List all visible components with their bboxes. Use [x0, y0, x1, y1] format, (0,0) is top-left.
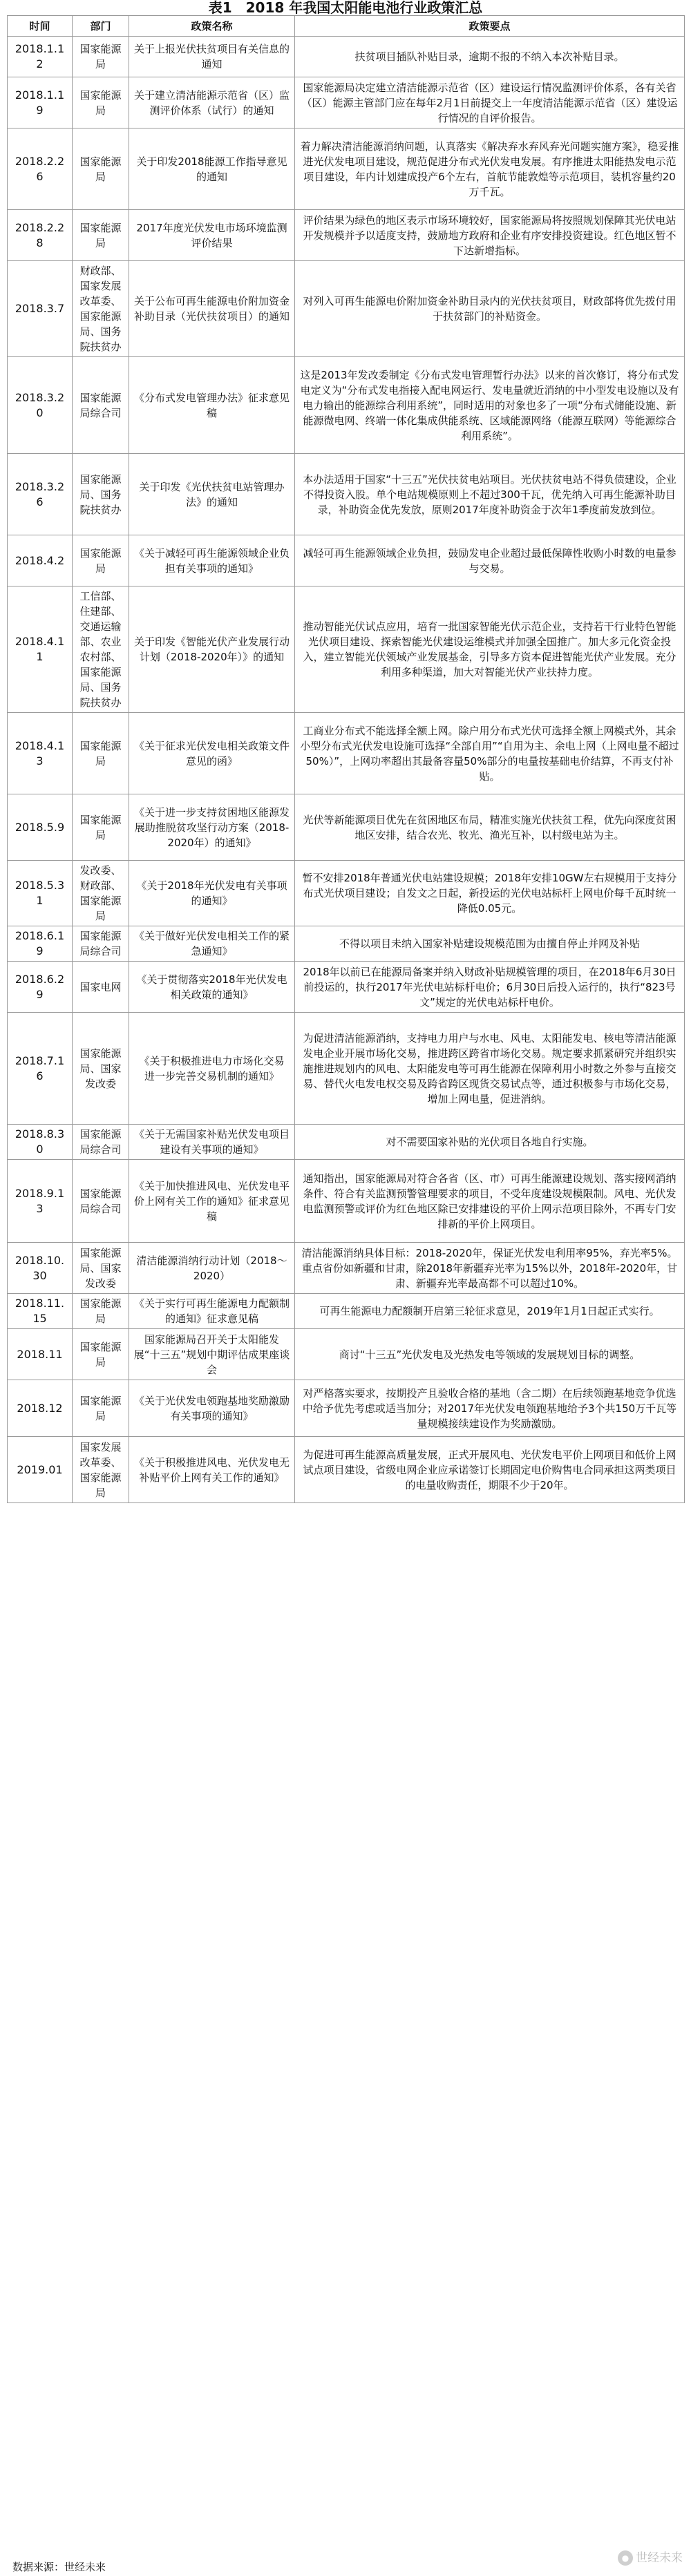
cell-time: 2018.3.26 — [8, 454, 73, 535]
header-time: 时间 — [8, 16, 73, 37]
cell-policy: 《关于贯彻落实2018年光伏发电相关政策的通知》 — [129, 962, 295, 1013]
table-row — [8, 128, 685, 210]
cell-dept: 工信部、住建部、交通运输部、农业农村部、国家能源局、国务院扶贫办 — [73, 586, 129, 713]
cell-dept: 国家能源局 — [73, 535, 129, 586]
cell-points: 对严格落实要求，按期投产且验收合格的基地（含二期）在后续领跑基地竞争优选中给予优先考虑或适当加分；对2017年光伏发电领跑基地给予3个共150万千瓦等量规模接续建设作为奖励激励。 — [295, 1380, 685, 1437]
cell-time: 2018.6.29 — [8, 962, 73, 1013]
table-row — [8, 261, 685, 357]
cell-points: 为促进清洁能源消纳，支持电力用户与水电、风电、太阳能发电、核电等清洁能源发电企业开展市场化交易，推进跨区跨省市场化交易。规定要求抓紧研究并组织实施推进规划内的风电、太阳能发电等可再生能源在保障利用小时数之外参与直接交易、替代火电发电权交易及跨省跨区现货交易试点等，通过积极参与市场化交易，增加上网电量，促进消纳。 — [295, 1013, 685, 1125]
cell-points: 通知指出，国家能源局对符合各省（区、市）可再生能源建设规划、落实接网消纳条件、符合有关监测预警管理要求的项目，不受年度建设规模限制。风电、光伏发电监测预警或评价为红色地区除已安排建设的平价上网示范项目除外，不再专门安排新的平价上网项目。 — [295, 1160, 685, 1243]
cell-time: 2018.10.30 — [8, 1243, 73, 1294]
policy-table — [7, 15, 685, 1503]
cell-points: 对列入可再生能源电价附加资金补助目录内的光伏扶贫项目，财政部将优先拨付用于扶贫部门的补贴资金。 — [295, 261, 685, 357]
cell-dept: 国家能源局 — [73, 713, 129, 794]
header-dept: 部门 — [73, 16, 129, 37]
cell-policy: 关于公布可再生能源电价附加资金补助目录（光伏扶贫项目）的通知 — [129, 261, 295, 357]
cell-dept: 国家能源局综合司 — [73, 1160, 129, 1243]
table-row — [8, 210, 685, 261]
cell-dept: 国家能源局综合司 — [73, 357, 129, 454]
cell-dept: 国家能源局综合司 — [73, 926, 129, 962]
cell-dept: 国家能源局 — [73, 1329, 129, 1380]
cell-dept: 国家能源局 — [73, 37, 129, 77]
cell-policy: 《关于无需国家补贴光伏发电项目建设有关事项的通知》 — [129, 1125, 295, 1160]
cell-dept: 财政部、国家发展改革委、国家能源局、国务院扶贫办 — [73, 261, 129, 357]
table-row — [8, 77, 685, 128]
cell-time: 2018.5.9 — [8, 794, 73, 861]
cell-policy: 关于建立清洁能源示范省（区）监测评价体系（试行）的通知 — [129, 77, 295, 128]
watermark — [618, 2550, 683, 2566]
table-row — [8, 1380, 685, 1437]
cell-time: 2018.11.15 — [8, 1294, 73, 1329]
cell-time: 2018.11 — [8, 1329, 73, 1380]
table-row — [8, 794, 685, 861]
cell-time: 2018.6.19 — [8, 926, 73, 962]
cell-policy: 关于上报光伏扶贫项目有关信息的通知 — [129, 37, 295, 77]
cell-points: 扶贫项目插队补贴目录，逾期不报的不纳入本次补贴目录。 — [295, 37, 685, 77]
cell-policy: 《关于积极推进风电、光伏发电无补贴平价上网有关工作的通知》 — [129, 1437, 295, 1503]
cell-time: 2018.9.13 — [8, 1160, 73, 1243]
table-row — [8, 535, 685, 586]
cell-points: 推动智能光伏试点应用，培育一批国家智能光伏示范企业，支持若干行业特色智能光伏项目建设、探索智能光伏建设运维模式并加强全国推广。加大多元化资金投入，建立智能光伏领域产业发展基金，引导多方资本促进智能光伏产业发展。充分利用多种渠道，加大对智能光伏产业扶持力度。 — [295, 586, 685, 713]
cell-dept: 国家电网 — [73, 962, 129, 1013]
cell-policy: 关于印发《光伏扶贫电站管理办法》的通知 — [129, 454, 295, 535]
cell-points: 这是2013年发改委制定《分布式发电管理暂行办法》以来的首次修订，将分布式发电定义为“分布式发电指接入配电网运行、发电量就近消纳的中小型发电设施以及有电力输出的能源综合利用系统”，同时适用的对象也多了一项“分布式储能设施、新能源微电网、终端一体化集成供能系统、区域能源网络（能源互联网）等能源综合利用系统”。 — [295, 357, 685, 454]
table-row — [8, 1329, 685, 1380]
cell-time: 2018.12 — [8, 1380, 73, 1437]
cell-dept: 国家能源局、国家发改委 — [73, 1243, 129, 1294]
cell-time: 2018.1.19 — [8, 77, 73, 128]
cell-policy: 2017年度光伏发电市场环境监测评价结果 — [129, 210, 295, 261]
table-row — [8, 37, 685, 77]
cell-points: 2018年以前已在能源局备案并纳入财政补贴规模管理的项目，在2018年6月30日前投运的，执行2017年光伏电站标杆电价；6月30日后投入运行的，执行“823号文”规定的光伏电站标杆电价。 — [295, 962, 685, 1013]
cell-policy: 关于印发《智能光伏产业发展行动计划（2018-2020年）》的通知 — [129, 586, 295, 713]
table-row — [8, 713, 685, 794]
cell-points: 本办法适用于国家“十三五”光伏扶贫电站项目。光伏扶贫电站不得负债建设，企业不得投资入股。单个电站规模原则上不超过300千瓦，优先纳入可再生能源补助目录，补助资金优先发放，原则2017年度补助资金于次年1季度前发放到位。 — [295, 454, 685, 535]
cell-dept: 发改委、财政部、国家能源局 — [73, 861, 129, 926]
table-title: 表1 2018 年我国太阳能电池行业政策汇总 — [208, 0, 483, 16]
table-row — [8, 1013, 685, 1125]
cell-time: 2018.3.7 — [8, 261, 73, 357]
watermark-text: 世经未来 — [636, 2551, 683, 2565]
cell-policy: 《分布式发电管理办法》征求意见稿 — [129, 357, 295, 454]
wechat-logo-icon: ● — [618, 2550, 633, 2566]
header-policy: 政策名称 — [129, 16, 295, 37]
cell-policy: 清洁能源消纳行动计划（2018～2020） — [129, 1243, 295, 1294]
cell-points: 减轻可再生能源领域企业负担，鼓励发电企业超过最低保障性收购小时数的电量参与交易。 — [295, 535, 685, 586]
header-points: 政策要点 — [295, 16, 685, 37]
cell-policy: 《关于加快推进风电、光伏发电平价上网有关工作的通知》征求意见稿 — [129, 1160, 295, 1243]
table-row — [8, 1437, 685, 1503]
cell-dept: 国家能源局综合司 — [73, 1125, 129, 1160]
cell-points: 国家能源局决定建立清洁能源示范省（区）建设运行情况监测评价体系，各有关省（区）能源主管部门应在每年2月1日前提交上一年度清洁能源示范省（区）建设运行情况的自评价报告。 — [295, 77, 685, 128]
table-row — [8, 357, 685, 454]
cell-points: 不得以项目未纳入国家补贴建设规模范围为由擅自停止并网及补贴 — [295, 926, 685, 962]
cell-time: 2018.2.28 — [8, 210, 73, 261]
cell-points: 工商业分布式不能选择全额上网。除户用分布式光伏可选择全额上网模式外，其余小型分布式光伏发电设施可选择“全部自用”“自用为主、余电上网（上网电量不超过50%）”，上网功率超出其最备容量50%部分的电量按基础电价结算，不再支付补贴。 — [295, 713, 685, 794]
cell-time: 2018.5.31 — [8, 861, 73, 926]
table-row — [8, 454, 685, 535]
table-row — [8, 1125, 685, 1160]
table-row — [8, 861, 685, 926]
cell-time: 2018.3.20 — [8, 357, 73, 454]
cell-dept: 国家能源局 — [73, 128, 129, 210]
cell-points: 暂不安排2018年普通光伏电站建设规模；2018年安排10GW左右规模用于支持分布式光伏项目建设；自发文之日起，新投运的光伏电站标杆上网电价每千瓦时统一降低0.05元。 — [295, 861, 685, 926]
table-body — [8, 37, 685, 1503]
cell-dept: 国家能源局、国务院扶贫办 — [73, 454, 129, 535]
cell-policy: 《关于光伏发电领跑基地奖励激励有关事项的通知》 — [129, 1380, 295, 1437]
table-header-row — [8, 16, 685, 37]
cell-points: 光伏等新能源项目优先在贫困地区布局，精准实施光伏扶贫工程，优先向深度贫困地区安排，结合农光、牧光、渔光互补，以村级电站为主。 — [295, 794, 685, 861]
cell-policy: 《关于做好光伏发电相关工作的紧急通知》 — [129, 926, 295, 962]
cell-points: 为促进可再生能源高质量发展，正式开展风电、光伏发电平价上网项目和低价上网试点项目建设，省级电网企业应承诺签订长期固定电价购售电合同承担这两类项目的电量收购责任，期限不少于20年。 — [295, 1437, 685, 1503]
cell-time: 2018.2.26 — [8, 128, 73, 210]
cell-time: 2018.4.13 — [8, 713, 73, 794]
cell-dept: 国家能源局 — [73, 794, 129, 861]
cell-time: 2019.01 — [8, 1437, 73, 1503]
cell-points: 可再生能源电力配额制开启第三轮征求意见，2019年1月1日起正式实行。 — [295, 1294, 685, 1329]
cell-time: 2018.4.2 — [8, 535, 73, 586]
cell-time: 2018.7.16 — [8, 1013, 73, 1125]
table-row — [8, 962, 685, 1013]
table-row — [8, 926, 685, 962]
cell-time: 2018.1.12 — [8, 37, 73, 77]
cell-policy: 《关于积极推进电力市场化交易 进一步完善交易机制的通知》 — [129, 1013, 295, 1125]
cell-policy: 国家能源局召开关于太阳能发展“十三五”规划中期评估成果座谈会 — [129, 1329, 295, 1380]
cell-dept: 国家能源局 — [73, 1380, 129, 1437]
cell-points: 着力解决清洁能源消纳问题，认真落实《解决弃水弃风弃光问题实施方案》，稳妥推进光伏发电项目建设，规范促进分布式光伏发电发展。有序推进太阳能热发电示范项目建设，年内计划建成投产6个左右，首航节能敦煌等示范项目，装机容量约20万千瓦。 — [295, 128, 685, 210]
cell-time: 2018.4.11 — [8, 586, 73, 713]
cell-policy: 《关于实行可再生能源电力配额制的通知》征求意见稿 — [129, 1294, 295, 1329]
cell-policy: 《关于进一步支持贫困地区能源发展助推脱贫攻坚行动方案（2018-2020年）的通知》 — [129, 794, 295, 861]
table-row — [8, 1243, 685, 1294]
cell-points: 对不需要国家补贴的光伏项目各地自行实施。 — [295, 1125, 685, 1160]
cell-dept: 国家能源局 — [73, 1294, 129, 1329]
cell-policy: 《关于减轻可再生能源领域企业负担有关事项的通知》 — [129, 535, 295, 586]
cell-points: 评价结果为绿色的地区表示市场环境较好，国家能源局将按照规划保障其光伏电站开发规模并予以适度支持，鼓励地方政府和企业有序安排投资建设。红色地区暂不下达新增指标。 — [295, 210, 685, 261]
cell-dept: 国家能源局、国家发改委 — [73, 1013, 129, 1125]
cell-dept: 国家能源局 — [73, 210, 129, 261]
cell-time: 2018.8.30 — [8, 1125, 73, 1160]
table-row — [8, 1294, 685, 1329]
cell-points: 清洁能源消纳具体目标：2018-2020年，保证光伏发电利用率95%，弃光率5%。重点省份如新疆和甘肃，除2018年新疆弃光率为15%以外，2018年-2020年，甘肃、新疆弃光率最高都不可以超过10%。 — [295, 1243, 685, 1294]
table-row — [8, 1160, 685, 1243]
cell-policy: 关于印发2018能源工作指导意见的通知 — [129, 128, 295, 210]
table-row — [8, 586, 685, 713]
cell-policy: 《关于征求光伏发电相关政策文件意见的函》 — [129, 713, 295, 794]
cell-policy: 《关于2018年光伏发电有关事项的通知》 — [129, 861, 295, 926]
cell-dept: 国家能源局 — [73, 77, 129, 128]
cell-points: 商讨“十三五”光伏发电及光热发电等领域的发展规划目标的调整。 — [295, 1329, 685, 1380]
source-note: 数据来源：世经未来 — [12, 2561, 106, 2573]
cell-dept: 国家发展改革委、国家能源局 — [73, 1437, 129, 1503]
